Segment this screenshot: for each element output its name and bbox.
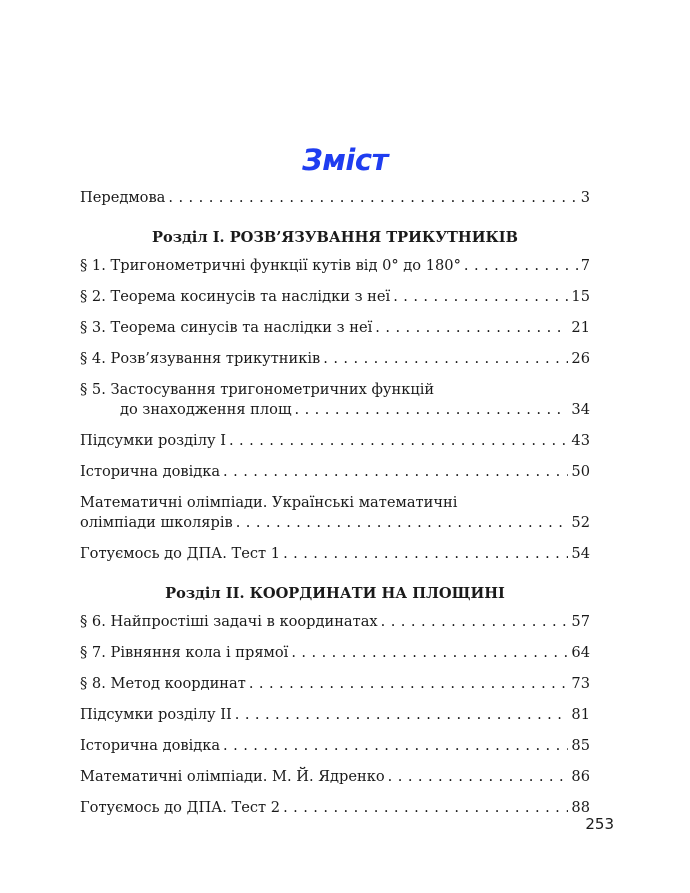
- dot-leader: [229, 431, 568, 451]
- toc-entry-page: 52: [571, 514, 590, 531]
- dot-leader: [393, 287, 568, 307]
- toc-entry[interactable]: [80, 462, 590, 482]
- toc-entry-page: 50: [571, 463, 590, 480]
- toc-entry-page: 64: [571, 644, 590, 661]
- toc-entry-label: Готуємось до ДПА. Тест 1: [80, 545, 281, 562]
- dot-leader: [283, 544, 568, 564]
- toc-entry-label: Готуємось до ДПА. Тест 2: [80, 799, 281, 816]
- dot-leader: [236, 513, 569, 533]
- toc-entry-label: § 1. Тригонометричні функції кутів від 0° до 180°: [80, 257, 461, 274]
- toc-entry-page: 57: [571, 613, 590, 630]
- toc-entry-preface[interactable]: [80, 188, 590, 208]
- dot-leader: [283, 798, 568, 818]
- toc-entry[interactable]: [80, 643, 590, 663]
- toc-entry-page: 21: [571, 319, 590, 336]
- toc-entry[interactable]: [80, 287, 590, 307]
- table-of-contents: [80, 188, 590, 829]
- toc-entry-label: § 2. Теорема косинусів та наслідки з неї: [80, 288, 391, 305]
- dot-leader: [249, 674, 569, 694]
- dot-leader: [464, 256, 578, 276]
- toc-entry-label: § 3. Теорема синусів та наслідки з неї: [80, 319, 373, 336]
- toc-entry[interactable]: [80, 798, 590, 818]
- toc-entry[interactable]: [80, 705, 590, 725]
- toc-entry-page: 26: [571, 350, 590, 367]
- toc-entry-label: Історична довідка: [80, 737, 221, 754]
- toc-entry[interactable]: [80, 544, 590, 564]
- dot-leader: [223, 462, 568, 482]
- toc-entry-label: § 7. Рівняння кола і прямої: [80, 644, 289, 661]
- toc-entry-page: 88: [571, 799, 590, 816]
- dot-leader: [223, 736, 568, 756]
- toc-entry-label: Історична довідка: [80, 463, 221, 480]
- toc-entry-label: Передмова: [80, 189, 166, 206]
- toc-entry-label: Математичні олімпіади. Українські математичні: [80, 494, 458, 511]
- toc-entry[interactable]: [80, 493, 590, 533]
- toc-entry-page: 43: [571, 432, 590, 449]
- toc-entry-page: 54: [571, 545, 590, 562]
- toc-entry-page: 81: [571, 706, 590, 723]
- toc-entry-page: 7: [580, 257, 590, 274]
- section-heading-1: Розділ I. РОЗВ’ЯЗУВАННЯ ТРИКУТНИКІВ: [152, 229, 518, 246]
- toc-entry[interactable]: [80, 612, 590, 632]
- toc-entry[interactable]: [80, 318, 590, 338]
- toc-entry[interactable]: [80, 380, 590, 420]
- toc-entry-label: § 5. Застосування тригонометричних функцій: [80, 381, 435, 398]
- dot-leader: [295, 400, 569, 420]
- dot-leader: [388, 767, 569, 787]
- toc-entry-label: § 4. Розв’язування трикутників: [80, 350, 321, 367]
- page-title: Зміст: [302, 143, 388, 177]
- dot-leader: [168, 188, 577, 208]
- toc-entry[interactable]: [80, 349, 590, 369]
- page-number: 253: [585, 815, 614, 833]
- dot-leader: [381, 612, 569, 632]
- toc-entry-label: Математичні олімпіади. М. Й. Ядренко: [80, 768, 385, 785]
- toc-entry-label: Підсумки розділу II: [80, 706, 232, 723]
- dot-leader: [235, 705, 569, 725]
- toc-entry-label: Підсумки розділу I: [80, 432, 226, 449]
- toc-entry-label: § 6. Найпростіші задачі в координатах: [80, 613, 378, 630]
- toc-entry-label-cont: олімпіади школярів: [80, 514, 233, 531]
- toc-entry-label-cont: до знаходження площ: [120, 401, 292, 418]
- dot-leader: [291, 643, 568, 663]
- toc-entry-page: 73: [571, 675, 590, 692]
- toc-entry[interactable]: [80, 256, 590, 276]
- toc-entry-page: 85: [571, 737, 590, 754]
- toc-entry-label: § 8. Метод координат: [80, 675, 246, 692]
- section-heading-2: Розділ II. КООРДИНАТИ НА ПЛОЩИНІ: [165, 585, 505, 602]
- toc-entry[interactable]: [80, 736, 590, 756]
- toc-entry-page: 86: [571, 768, 590, 785]
- toc-entry[interactable]: [80, 767, 590, 787]
- toc-entry-page: 3: [580, 189, 590, 206]
- toc-entry-page: 15: [571, 288, 590, 305]
- toc-entry[interactable]: [80, 674, 590, 694]
- dot-leader: [323, 349, 568, 369]
- toc-entry-page: 34: [571, 401, 590, 418]
- dot-leader: [375, 318, 568, 338]
- toc-entry[interactable]: [80, 431, 590, 451]
